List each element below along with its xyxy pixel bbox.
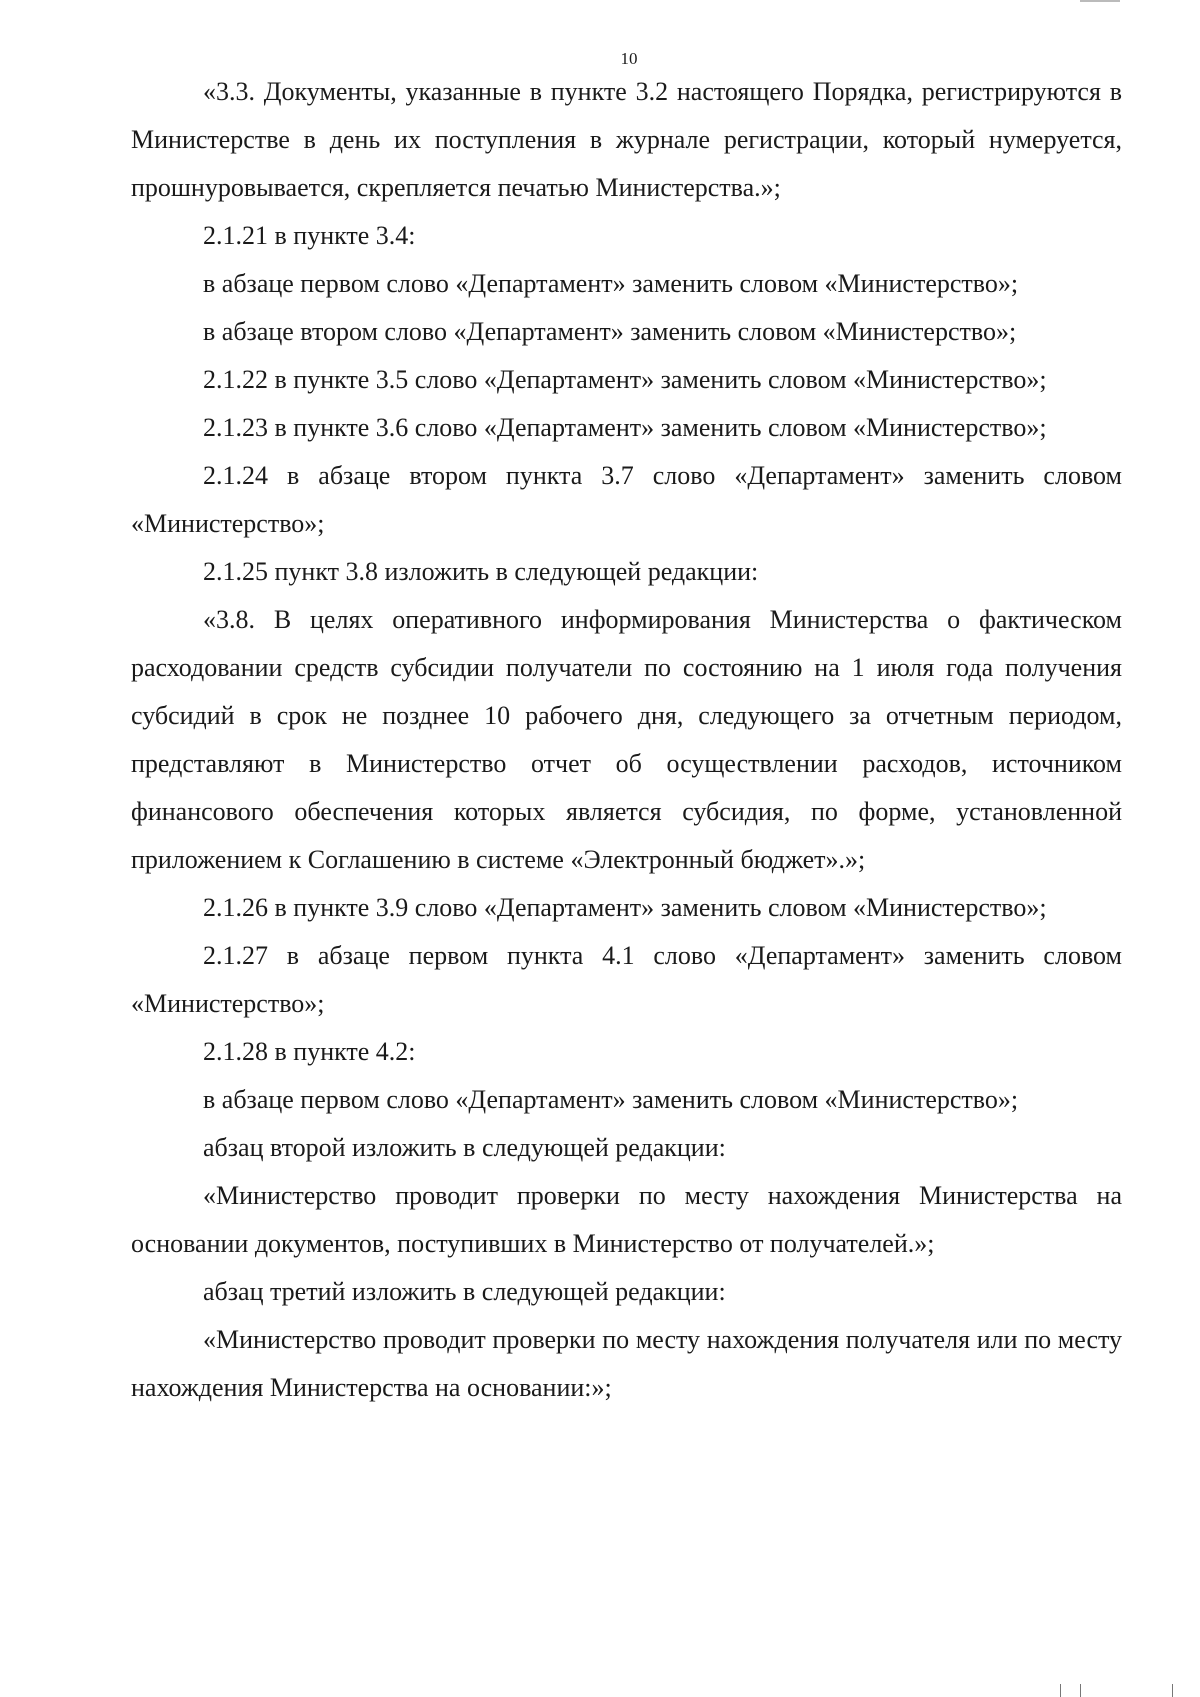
paragraph-3-3-quote: «3.3. Документы, указанные в пункте 3.2 настоящего Порядка, регистрируются в Министерстве в день их поступления в журнале регистрации, который нумеруется, прошнуровывается, скрепляется печатью Министерства.»; (131, 77, 1122, 202)
paragraph-3-8-quote: «3.8. В целях оперативного информирования Министерства о фактическом расходовании средств субсидии получатели по состоянию на 1 июля года получения субсидий в срок не позднее 10 рабочего дня, следующего за отчетным периодом, представляют в Министерство отчет об осуществлении расходов, источником финансового обеспечения которых является субсидия, по форме, установленной приложением к Соглашению в системе «Электронный бюджет».»; (131, 605, 1122, 874)
paragraph-4-2-third-abzac-quote: «Министерство проводит проверки по месту нахождения получателя или по месту нахождения Министерства на основании:»; (131, 1325, 1122, 1402)
paragraph-2-1-24: 2.1.24 в абзаце втором пункта 3.7 слово «Департамент» заменить словом «Министерство»; (131, 461, 1122, 538)
paragraph-4-2-third-abzac-intro: абзац третий изложить в следующей редакции: (203, 1277, 726, 1306)
paragraph-4-2-first-abzac: в абзаце первом слово «Департамент» заменить словом «Министерство»; (203, 1085, 1019, 1114)
scan-mark-top-right (1080, 0, 1120, 2)
scan-mark-bottom-right-3 (1172, 1684, 1173, 1697)
scan-mark-bottom-right-1 (1060, 1684, 1061, 1697)
page-number: 10 (620, 49, 638, 68)
paragraph-2-1-26: 2.1.26 в пункте 3.9 слово «Департамент» заменить словом «Министерство»; (203, 893, 1047, 922)
paragraph-2-1-21: 2.1.21 в пункте 3.4: (203, 221, 416, 250)
paragraph-2-1-25: 2.1.25 пункт 3.8 изложить в следующей редакции: (203, 557, 759, 586)
scan-mark-bottom-right-2 (1080, 1684, 1081, 1697)
paragraph-2-1-22: 2.1.22 в пункте 3.5 слово «Департамент» заменить словом «Министерство»; (203, 365, 1047, 394)
document-body (131, 68, 1122, 1412)
paragraph-second-abzac: в абзаце втором слово «Департамент» заменить словом «Министерство»; (203, 317, 1017, 346)
paragraph-2-1-23: 2.1.23 в пункте 3.6 слово «Департамент» заменить словом «Министерство»; (203, 413, 1047, 442)
paragraph-2-1-27: 2.1.27 в абзаце первом пункта 4.1 слово «Департамент» заменить словом «Министерство»; (131, 941, 1122, 1018)
paragraph-2-1-28: 2.1.28 в пункте 4.2: (203, 1037, 416, 1066)
paragraph-4-2-second-abzac-intro: абзац второй изложить в следующей редакции: (203, 1133, 726, 1162)
paragraph-4-2-second-abzac-quote: «Министерство проводит проверки по месту нахождения Министерства на основании документов, поступивших в Министерство от получателей.»; (131, 1181, 1122, 1258)
paragraph-first-abzac: в абзаце первом слово «Департамент» заменить словом «Министерство»; (203, 269, 1019, 298)
